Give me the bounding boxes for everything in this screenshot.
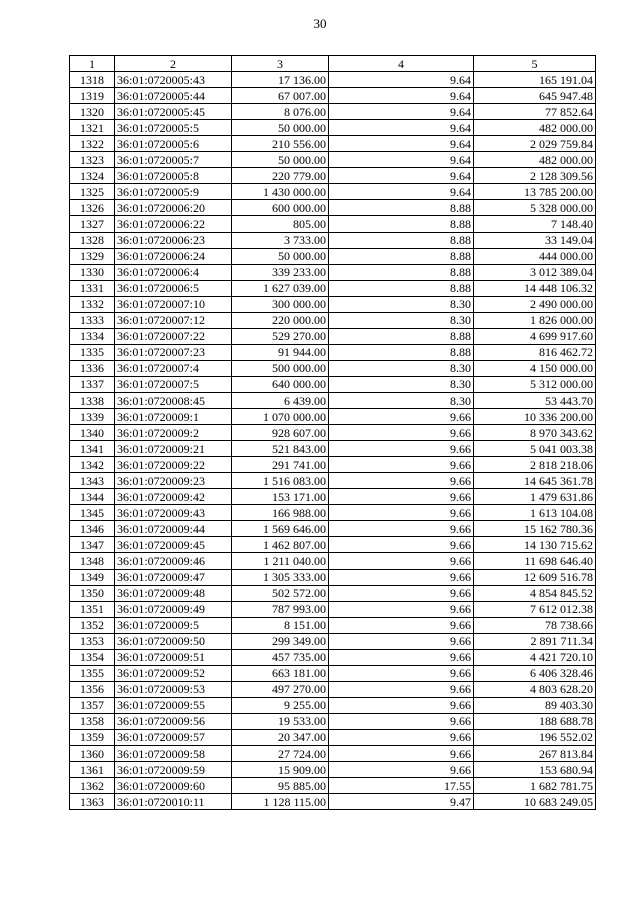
row-number-cell: 1356 [70,681,115,697]
area-cell: 1 462 807.00 [232,537,329,553]
table-row [70,729,596,745]
value-cell: 78 738.66 [474,617,596,633]
row-number-cell: 1353 [70,633,115,649]
rate-cell: 9.66 [329,762,474,778]
area-cell: 220 779.00 [232,168,329,184]
rate-cell: 9.64 [329,88,474,104]
row-number-cell: 1345 [70,505,115,521]
row-number-cell: 1319 [70,88,115,104]
value-cell: 4 803 628.20 [474,681,596,697]
table-row [70,216,596,232]
rate-cell: 8.30 [329,296,474,312]
row-number-cell: 1342 [70,457,115,473]
rate-cell: 8.88 [329,328,474,344]
cadastral-number-cell: 36:01:0720009:44 [115,521,232,537]
area-cell: 300 000.00 [232,296,329,312]
rate-cell: 9.66 [329,633,474,649]
table-row [70,457,596,473]
table-row [70,152,596,168]
table-row [70,441,596,457]
page-number: 30 [313,16,327,31]
table-row [70,200,596,216]
table-row [70,376,596,392]
row-number-cell: 1357 [70,697,115,713]
area-cell: 6 439.00 [232,392,329,408]
cadastral-number-cell: 36:01:0720009:23 [115,473,232,489]
row-number-cell: 1355 [70,665,115,681]
row-number-cell: 1336 [70,360,115,376]
rate-cell: 9.64 [329,136,474,152]
value-cell: 2 891 711.34 [474,633,596,649]
area-cell: 8 151.00 [232,617,329,633]
rate-cell: 9.66 [329,489,474,505]
cadastral-number-cell: 36:01:0720009:55 [115,697,232,713]
rate-cell: 9.64 [329,120,474,136]
row-number-cell: 1343 [70,473,115,489]
table-row [70,569,596,585]
table-row [70,120,596,136]
value-cell: 188 688.78 [474,713,596,729]
cadastral-number-cell: 36:01:0720005:5 [115,120,232,136]
cadastral-number-cell: 36:01:0720005:45 [115,104,232,120]
value-cell: 482 000.00 [474,120,596,136]
rate-cell: 9.66 [329,681,474,697]
rate-cell: 9.47 [329,794,474,810]
area-cell: 1 516 083.00 [232,473,329,489]
row-number-cell: 1354 [70,649,115,665]
cadastral-number-cell: 36:01:0720007:10 [115,296,232,312]
row-number-cell: 1332 [70,296,115,312]
value-cell: 13 785 200.00 [474,184,596,200]
cadastral-number-cell: 36:01:0720009:21 [115,441,232,457]
table-row [70,537,596,553]
cadastral-number-cell: 36:01:0720009:22 [115,457,232,473]
area-cell: 497 270.00 [232,681,329,697]
value-cell: 6 406 328.46 [474,665,596,681]
rate-cell: 8.88 [329,216,474,232]
cadastral-number-cell: 36:01:0720005:6 [115,136,232,152]
area-cell: 291 741.00 [232,457,329,473]
cadastral-number-cell: 36:01:0720009:1 [115,409,232,425]
rate-cell: 8.88 [329,280,474,296]
value-cell: 14 645 361.78 [474,473,596,489]
row-number-cell: 1346 [70,521,115,537]
value-cell: 1 682 781.75 [474,778,596,794]
rate-cell: 9.64 [329,168,474,184]
area-cell: 339 233.00 [232,264,329,280]
value-cell: 15 162 780.36 [474,521,596,537]
rate-cell: 9.66 [329,569,474,585]
row-number-cell: 1328 [70,232,115,248]
cadastral-number-cell: 36:01:0720005:9 [115,184,232,200]
cadastral-number-cell: 36:01:0720009:43 [115,505,232,521]
value-cell: 77 852.64 [474,104,596,120]
rate-cell: 8.30 [329,312,474,328]
value-cell: 2 818 218.06 [474,457,596,473]
value-cell: 3 012 389.04 [474,264,596,280]
table-row [70,746,596,762]
cadastral-number-cell: 36:01:0720009:53 [115,681,232,697]
cadastral-number-cell: 36:01:0720005:8 [115,168,232,184]
rate-cell: 9.66 [329,473,474,489]
rate-cell: 8.30 [329,360,474,376]
table-row [70,264,596,280]
cadastral-number-cell: 36:01:0720010:11 [115,794,232,810]
value-cell: 4 150 000.00 [474,360,596,376]
row-number-cell: 1347 [70,537,115,553]
column-header-1: 1 [70,56,115,72]
value-cell: 4 421 720.10 [474,649,596,665]
area-cell: 50 000.00 [232,248,329,264]
area-cell: 787 993.00 [232,601,329,617]
table-row [70,168,596,184]
rate-cell: 8.88 [329,200,474,216]
rate-cell: 8.30 [329,392,474,408]
rate-cell: 9.66 [329,409,474,425]
cadastral-number-cell: 36:01:0720009:2 [115,425,232,441]
rate-cell: 9.66 [329,505,474,521]
area-cell: 805.00 [232,216,329,232]
row-number-cell: 1363 [70,794,115,810]
row-number-cell: 1339 [70,409,115,425]
rate-cell: 9.66 [329,521,474,537]
rate-cell: 9.64 [329,184,474,200]
row-number-cell: 1320 [70,104,115,120]
row-number-cell: 1324 [70,168,115,184]
cadastral-number-cell: 36:01:0720009:47 [115,569,232,585]
row-number-cell: 1321 [70,120,115,136]
rate-cell: 8.88 [329,264,474,280]
table-body [70,72,596,810]
cadastral-number-cell: 36:01:0720007:12 [115,312,232,328]
row-number-cell: 1362 [70,778,115,794]
row-number-cell: 1359 [70,729,115,745]
value-cell: 53 443.70 [474,392,596,408]
column-header-5: 5 [474,56,596,72]
table-row [70,681,596,697]
rate-cell: 9.64 [329,152,474,168]
cadastral-number-cell: 36:01:0720007:4 [115,360,232,376]
cadastral-number-cell: 36:01:0720006:23 [115,232,232,248]
value-cell: 14 448 106.32 [474,280,596,296]
area-cell: 27 724.00 [232,746,329,762]
rate-cell: 9.64 [329,104,474,120]
value-cell: 816 462.72 [474,344,596,360]
rate-cell: 9.66 [329,746,474,762]
value-cell: 2 029 759.84 [474,136,596,152]
rate-cell: 9.66 [329,649,474,665]
table-row [70,136,596,152]
table-row [70,794,596,810]
table-row [70,553,596,569]
cadastral-number-cell: 36:01:0720005:43 [115,72,232,88]
row-number-cell: 1331 [70,280,115,296]
row-number-cell: 1323 [70,152,115,168]
cadastral-number-cell: 36:01:0720006:4 [115,264,232,280]
cadastral-number-cell: 36:01:0720009:5 [115,617,232,633]
row-number-cell: 1341 [70,441,115,457]
column-header-2: 2 [115,56,232,72]
rate-cell: 9.66 [329,553,474,569]
cadastral-number-cell: 36:01:0720007:22 [115,328,232,344]
table-row [70,248,596,264]
area-cell: 928 607.00 [232,425,329,441]
value-cell: 444 000.00 [474,248,596,264]
area-cell: 299 349.00 [232,633,329,649]
cadastral-number-cell: 36:01:0720005:7 [115,152,232,168]
row-number-cell: 1361 [70,762,115,778]
rate-cell: 9.66 [329,537,474,553]
area-cell: 500 000.00 [232,360,329,376]
value-cell: 4 699 917.60 [474,328,596,344]
row-number-cell: 1352 [70,617,115,633]
rate-cell: 8.88 [329,248,474,264]
cadastral-number-cell: 36:01:0720009:59 [115,762,232,778]
table-row [70,232,596,248]
rate-cell: 8.88 [329,232,474,248]
row-number-cell: 1333 [70,312,115,328]
row-number-cell: 1326 [70,200,115,216]
cadastral-number-cell: 36:01:0720009:60 [115,778,232,794]
area-cell: 3 733.00 [232,232,329,248]
rate-cell: 8.88 [329,344,474,360]
cadastral-number-cell: 36:01:0720009:51 [115,649,232,665]
cadastral-number-cell: 36:01:0720009:58 [115,746,232,762]
rate-cell: 9.64 [329,72,474,88]
area-cell: 91 944.00 [232,344,329,360]
cadastral-number-cell: 36:01:0720007:5 [115,376,232,392]
row-number-cell: 1334 [70,328,115,344]
value-cell: 4 854 845.52 [474,585,596,601]
value-cell: 5 328 000.00 [474,200,596,216]
table-row [70,312,596,328]
table-row [70,296,596,312]
cadastral-number-cell: 36:01:0720009:45 [115,537,232,553]
area-cell: 166 988.00 [232,505,329,521]
cadastral-number-cell: 36:01:0720009:57 [115,729,232,745]
row-number-cell: 1348 [70,553,115,569]
value-cell: 7 148.40 [474,216,596,232]
value-cell: 1 613 104.08 [474,505,596,521]
value-cell: 11 698 646.40 [474,553,596,569]
value-cell: 2 490 000.00 [474,296,596,312]
table-row [70,617,596,633]
table-row [70,489,596,505]
area-cell: 210 556.00 [232,136,329,152]
area-cell: 1 211 040.00 [232,553,329,569]
table-row [70,344,596,360]
area-cell: 8 076.00 [232,104,329,120]
cadastral-number-cell: 36:01:0720006:20 [115,200,232,216]
cadastral-number-cell: 36:01:0720008:45 [115,392,232,408]
rate-cell: 9.66 [329,665,474,681]
row-number-cell: 1337 [70,376,115,392]
area-cell: 1 627 039.00 [232,280,329,296]
value-cell: 33 149.04 [474,232,596,248]
cadastral-number-cell: 36:01:0720005:44 [115,88,232,104]
area-cell: 50 000.00 [232,120,329,136]
area-cell: 457 735.00 [232,649,329,665]
cadastral-number-cell: 36:01:0720006:22 [115,216,232,232]
table-row [70,392,596,408]
area-cell: 1 305 333.00 [232,569,329,585]
table-row [70,360,596,376]
row-number-cell: 1360 [70,746,115,762]
value-cell: 645 947.48 [474,88,596,104]
row-number-cell: 1349 [70,569,115,585]
rate-cell: 9.66 [329,585,474,601]
rate-cell: 9.66 [329,425,474,441]
value-cell: 10 683 249.05 [474,794,596,810]
area-cell: 19 533.00 [232,713,329,729]
row-number-cell: 1358 [70,713,115,729]
table-row [70,473,596,489]
row-number-cell: 1318 [70,72,115,88]
area-cell: 17 136.00 [232,72,329,88]
rate-cell: 9.66 [329,457,474,473]
table-row [70,713,596,729]
value-cell: 12 609 516.78 [474,569,596,585]
cadastral-number-cell: 36:01:0720009:46 [115,553,232,569]
land-value-table [69,55,596,810]
table-row [70,280,596,296]
row-number-cell: 1340 [70,425,115,441]
rate-cell: 9.66 [329,713,474,729]
rate-cell: 8.30 [329,376,474,392]
cadastral-number-cell: 36:01:0720009:48 [115,585,232,601]
table-row [70,104,596,120]
rate-cell: 9.66 [329,617,474,633]
rate-cell: 9.66 [329,441,474,457]
row-number-cell: 1351 [70,601,115,617]
value-cell: 2 128 309.56 [474,168,596,184]
value-cell: 1 826 000.00 [474,312,596,328]
cadastral-number-cell: 36:01:0720009:42 [115,489,232,505]
table-row [70,184,596,200]
row-number-cell: 1322 [70,136,115,152]
row-number-cell: 1338 [70,392,115,408]
column-header-4: 4 [329,56,474,72]
value-cell: 5 041 003.38 [474,441,596,457]
area-cell: 20 347.00 [232,729,329,745]
value-cell: 10 336 200.00 [474,409,596,425]
row-number-cell: 1344 [70,489,115,505]
cadastral-number-cell: 36:01:0720009:52 [115,665,232,681]
table-row [70,88,596,104]
table-row [70,409,596,425]
cadastral-number-cell: 36:01:0720009:49 [115,601,232,617]
rate-cell: 9.66 [329,601,474,617]
row-number-cell: 1350 [70,585,115,601]
row-number-cell: 1325 [70,184,115,200]
value-cell: 14 130 715.62 [474,537,596,553]
table-row [70,649,596,665]
row-number-cell: 1330 [70,264,115,280]
table-row [70,601,596,617]
column-header-3: 3 [232,56,329,72]
table-row [70,425,596,441]
value-cell: 5 312 000.00 [474,376,596,392]
area-cell: 1 128 115.00 [232,794,329,810]
table-row [70,697,596,713]
table-row [70,505,596,521]
table-row [70,778,596,794]
table-row [70,665,596,681]
value-cell: 165 191.04 [474,72,596,88]
area-cell: 663 181.00 [232,665,329,681]
area-cell: 1 430 000.00 [232,184,329,200]
value-cell: 7 612 012.38 [474,601,596,617]
area-cell: 502 572.00 [232,585,329,601]
rate-cell: 9.66 [329,697,474,713]
area-cell: 15 909.00 [232,762,329,778]
cadastral-number-cell: 36:01:0720009:56 [115,713,232,729]
area-cell: 1 070 000.00 [232,409,329,425]
area-cell: 67 007.00 [232,88,329,104]
value-cell: 89 403.30 [474,697,596,713]
cadastral-number-cell: 36:01:0720006:5 [115,280,232,296]
value-cell: 482 000.00 [474,152,596,168]
area-cell: 521 843.00 [232,441,329,457]
value-cell: 8 970 343.62 [474,425,596,441]
table-row [70,72,596,88]
rate-cell: 9.66 [329,729,474,745]
area-cell: 220 000.00 [232,312,329,328]
rate-cell: 17.55 [329,778,474,794]
row-number-cell: 1329 [70,248,115,264]
area-cell: 640 000.00 [232,376,329,392]
value-cell: 196 552.02 [474,729,596,745]
cadastral-number-cell: 36:01:0720009:50 [115,633,232,649]
table-row [70,328,596,344]
table-row [70,585,596,601]
cadastral-number-cell: 36:01:0720007:23 [115,344,232,360]
table-header-row [70,56,596,72]
area-cell: 9 255.00 [232,697,329,713]
row-number-cell: 1327 [70,216,115,232]
row-number-cell: 1335 [70,344,115,360]
area-cell: 153 171.00 [232,489,329,505]
area-cell: 95 885.00 [232,778,329,794]
value-cell: 153 680.94 [474,762,596,778]
value-cell: 267 813.84 [474,746,596,762]
area-cell: 529 270.00 [232,328,329,344]
area-cell: 50 000.00 [232,152,329,168]
value-cell: 1 479 631.86 [474,489,596,505]
cadastral-number-cell: 36:01:0720006:24 [115,248,232,264]
area-cell: 1 569 646.00 [232,521,329,537]
table-row [70,633,596,649]
table-row [70,521,596,537]
area-cell: 600 000.00 [232,200,329,216]
table-row [70,762,596,778]
